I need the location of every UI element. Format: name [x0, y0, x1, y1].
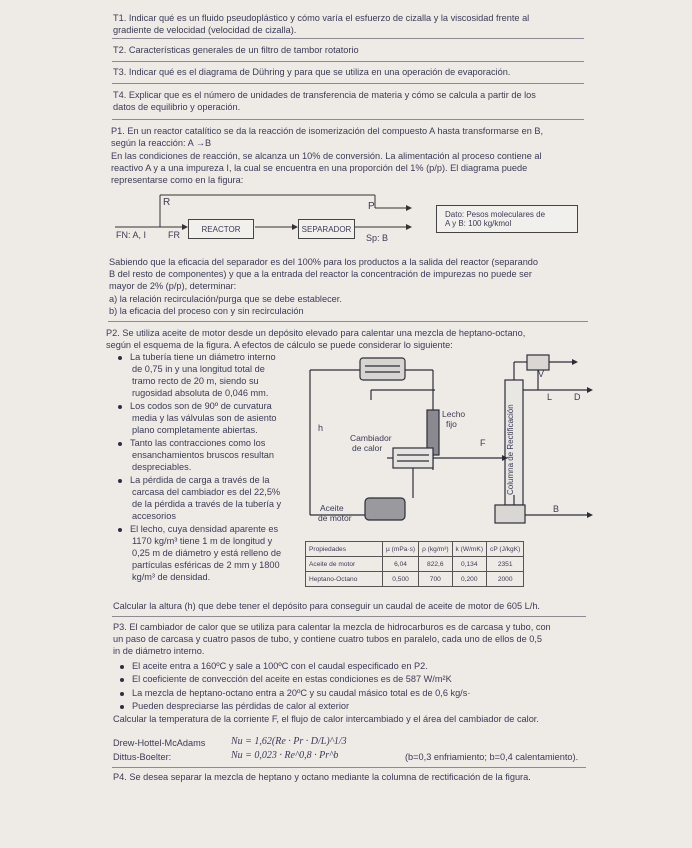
label-p: P — [368, 201, 375, 212]
divider — [112, 61, 584, 62]
p3-bullet-4 — [120, 701, 349, 713]
label-fijo: fijo — [446, 419, 457, 429]
bullet-dot — [118, 479, 122, 483]
divider — [112, 83, 584, 84]
p2-bullet-2-line-3: plano completamente abiertas. — [132, 425, 258, 435]
label-l: L — [547, 392, 553, 402]
table-cell: 822,6 — [419, 557, 452, 572]
bullet-dot — [118, 405, 122, 409]
separador-label: SEPARADOR — [301, 224, 352, 234]
label-columna: Columna de Rectificación — [506, 404, 515, 495]
p3-bullet-2-text: El coeficiente de convección del aceite en estas condiciones es de 587 W/m²K — [132, 674, 452, 684]
p2-bullet-4-line-2: carcasa del cambiador es del 22,5% — [132, 487, 281, 497]
table-cell: Heptano-Octano — [306, 572, 383, 587]
table-cell: 0,500 — [383, 572, 419, 587]
p3-bullet-1 — [120, 661, 428, 673]
reactor-label: REACTOR — [201, 224, 241, 234]
p2-bullet-4 — [118, 475, 269, 487]
p1-line-2: según la reacción: A →B — [111, 138, 212, 148]
p1-line-3: En las condiciones de reacción, se alcanza un 10% de conversión. La alimentación al proceso contiene al — [111, 151, 542, 161]
table-cell: 2000 — [487, 572, 524, 587]
p2-bullet-5-line-5: kg/m³ de densidad. — [132, 572, 211, 582]
eq1-formula: Nu = 1,62(Re · Pr · D/L)^1/3 — [231, 736, 347, 747]
p3-bullet-1-text: El aceite entra a 160ºC y sale a 100ºC con el caudal especificado en P2. — [132, 661, 428, 671]
p1-after-3: mayor de 2% (p/p), determinar: — [109, 281, 237, 291]
p2-bullet-1-line-2: de 0,75 in y una longitud total de — [132, 364, 265, 374]
t1-line-2: gradiente de velocidad (velocidad de cizalla). — [113, 25, 297, 35]
label-sp: Sp: B — [366, 233, 389, 243]
dato-box — [436, 205, 578, 233]
p2-bullet-4-line-4: accesorios — [132, 511, 176, 521]
divider — [112, 38, 584, 39]
p3-bullet-4-text: Pueden despreciarse las pérdidas de calor al exterior — [132, 701, 350, 711]
p2-bullet-5-line-3: 0,25 m de diámetro y está relleno de — [132, 548, 282, 558]
p1-after-1: Sabiendo que la eficacia del separador es del 100% para los productos a la salida del reactor (separando — [109, 257, 539, 267]
bullet-dot — [120, 665, 124, 669]
eq2-formula: Nu = 0,023 · Re^0,8 · Pr^b — [231, 750, 339, 761]
p2-process-figure — [305, 350, 595, 535]
p3-bullet-2 — [120, 674, 452, 686]
divider — [112, 119, 584, 120]
p2-bullet-2-line-1: Los codos son de 90º de curvatura — [130, 401, 272, 411]
p3-intro-2: un paso de carcasa y cuatro pasos de tubo, y contiene cuatro tubos en paralelo, cada uno de ellos de 0,5 — [113, 634, 543, 644]
p2-bullet-5 — [118, 524, 278, 536]
table-header: ρ (kg/m³) — [419, 542, 452, 557]
label-cambiador: Cambiador — [350, 433, 392, 443]
label-lecho: Lecho — [442, 409, 466, 419]
t2-line: T2. Características generales de un filtro de tambor rotatorio — [113, 45, 359, 55]
separador-box — [298, 219, 355, 239]
p1-after-5: b) la eficacia del proceso con y sin recirculación — [109, 306, 304, 316]
p2-bullet-3-line-1: Tanto las contracciones como los — [130, 438, 266, 448]
p1-after-4: a) la relación recirculación/purga que se debe establecer. — [109, 294, 342, 304]
bullet-dot — [118, 442, 122, 446]
p2-bullet-5-line-4: partículas esféricas de 2 mm y 1800 — [132, 560, 280, 570]
table-cell: 0,134 — [452, 557, 486, 572]
table-header: cP (J/kgK) — [487, 542, 524, 557]
p2-bullet-2 — [118, 401, 272, 413]
eq1-name: Drew-Hottel-McAdams — [113, 738, 206, 748]
table-header: µ (mPa·s) — [383, 542, 419, 557]
p2-bullet-5-line-1: El lecho, cuya densidad aparente es — [130, 524, 279, 534]
p2-bullet-1 — [118, 352, 276, 364]
p2-intro-1: P2. Se utiliza aceite de motor desde un depósito elevado para calentar una mezcla de heptano-octano, — [106, 328, 526, 338]
table-cell: Aceite de motor — [306, 557, 383, 572]
label-r: R — [163, 197, 171, 208]
bullet-dot — [120, 705, 124, 709]
properties-table — [305, 541, 524, 587]
p3-bullet-3-text: La mezcla de heptano-octano entra a 20ºC y su caudal másico total es de 0,6 kg/s· — [132, 688, 471, 698]
p2-bullet-1-line-3: tramo recto de 20 m, siendo su — [132, 376, 259, 386]
p2-bullet-3 — [118, 438, 265, 450]
p1-line-5: representarse como en la figura: — [111, 175, 244, 185]
table-header-row — [306, 542, 524, 557]
p3-intro-1: P3. El cambiador de calor que se utiliza para calentar la mezcla de hidrocarburos es de carcasa y tubo, con — [113, 622, 551, 632]
p2-bullet-3-line-3: despreciables. — [132, 462, 192, 472]
table-cell: 700 — [419, 572, 452, 587]
eq2-note: (b=0,3 enfriamiento; b=0,4 calentamiento). — [405, 752, 579, 762]
label-f: F — [480, 438, 486, 448]
t4-line-2: datos de equilibrio y operación. — [113, 102, 241, 112]
p1-after-2: B del resto de componentes) y que a la entrada del reactor la concentración de impurezas no puede ser — [109, 269, 532, 279]
table-header: Propiedades — [306, 542, 383, 557]
label-aceite: Aceite — [320, 503, 344, 513]
p3-intro-3: in de diámetro interno. — [113, 646, 205, 656]
label-fn: FN: A, I — [116, 230, 147, 240]
table-row — [306, 557, 524, 572]
label-h: h — [318, 423, 324, 433]
p4-line: P4. Se desea separar la mezcla de heptano y octano mediante la columna de rectificación de la figura. — [113, 772, 531, 782]
p2-bullet-4-line-3: de la pérdida a través de la tubería y — [132, 499, 282, 509]
p1-line-1: P1. En un reactor catalítico se da la reacción de isomerización del compuesto A hasta transformarse en B, — [111, 126, 544, 136]
reactor-box — [188, 219, 254, 239]
p3-question: Calcular la temperatura de la corriente F, el flujo de calor intercambiado y el área del cambiador de calor. — [113, 714, 539, 724]
t4-line-1: T4. Explicar que es el número de unidades de transferencia de materia y cómo se calcula a partir de los — [113, 90, 536, 100]
p2-intro-2: según el esquema de la figura. A efectos de cálculo se puede considerar lo siguiente: — [106, 340, 453, 350]
label-fr: FR — [168, 230, 180, 240]
label-d: D — [574, 392, 581, 402]
table-cell: 6,04 — [383, 557, 419, 572]
label-v: V — [538, 369, 545, 379]
p2-bullet-1-line-1: La tubería tiene un diámetro interno — [130, 352, 276, 362]
divider — [108, 321, 588, 322]
label-de-motor: de motor — [318, 513, 352, 523]
divider — [112, 767, 586, 768]
table-row — [306, 572, 524, 587]
p1-line-4: reactivo A y a una impureza I, la cual se encuentra en una proporción del 1% (p/p). El diagrama puede — [111, 163, 528, 173]
dato-line-2: A y B: 100 kg/kmol — [445, 219, 512, 228]
t1-line-1: T1. Indicar qué es un fluido pseudoplástico y cómo varía el esfuerzo de cizalla y la viscosidad frente al — [113, 13, 530, 23]
dato-line-1: Dato: Pesos moleculares de — [445, 210, 546, 219]
t3-line: T3. Indicar qué es el diagrama de Dühring y para que se utiliza en una operación de evaporación. — [113, 67, 511, 77]
table-cell: 2351 — [487, 557, 524, 572]
label-b: B — [553, 504, 560, 514]
p2-bullet-1-line-4: rugosidad absoluta de 0,046 mm. — [132, 388, 269, 398]
p3-bullet-3 — [120, 688, 470, 700]
divider — [112, 616, 586, 617]
eq2-name: Dittus-Boelter: — [113, 752, 172, 762]
bullet-dot — [118, 356, 122, 360]
table-cell: 0,200 — [452, 572, 486, 587]
bullet-dot — [118, 528, 122, 532]
label-de-calor: de calor — [352, 443, 383, 453]
p2-bullet-5-line-2: 1170 kg/m³ tiene 1 m de longitud y — [132, 536, 273, 546]
p2-bullet-3-line-2: ensanchamientos bruscos resultan — [132, 450, 274, 460]
table-header: k (W/mK) — [452, 542, 486, 557]
p2-question: Calcular la altura (h) que debe tener el depósito para conseguir un caudal de aceite de motor de 605 L/h. — [113, 601, 540, 611]
bullet-dot — [120, 692, 124, 696]
bullet-dot — [120, 678, 124, 682]
p2-bullet-4-line-1: La pérdida de carga a través de la — [130, 475, 270, 485]
p2-bullet-2-line-2: media y las válvulas son de asiento — [132, 413, 277, 423]
